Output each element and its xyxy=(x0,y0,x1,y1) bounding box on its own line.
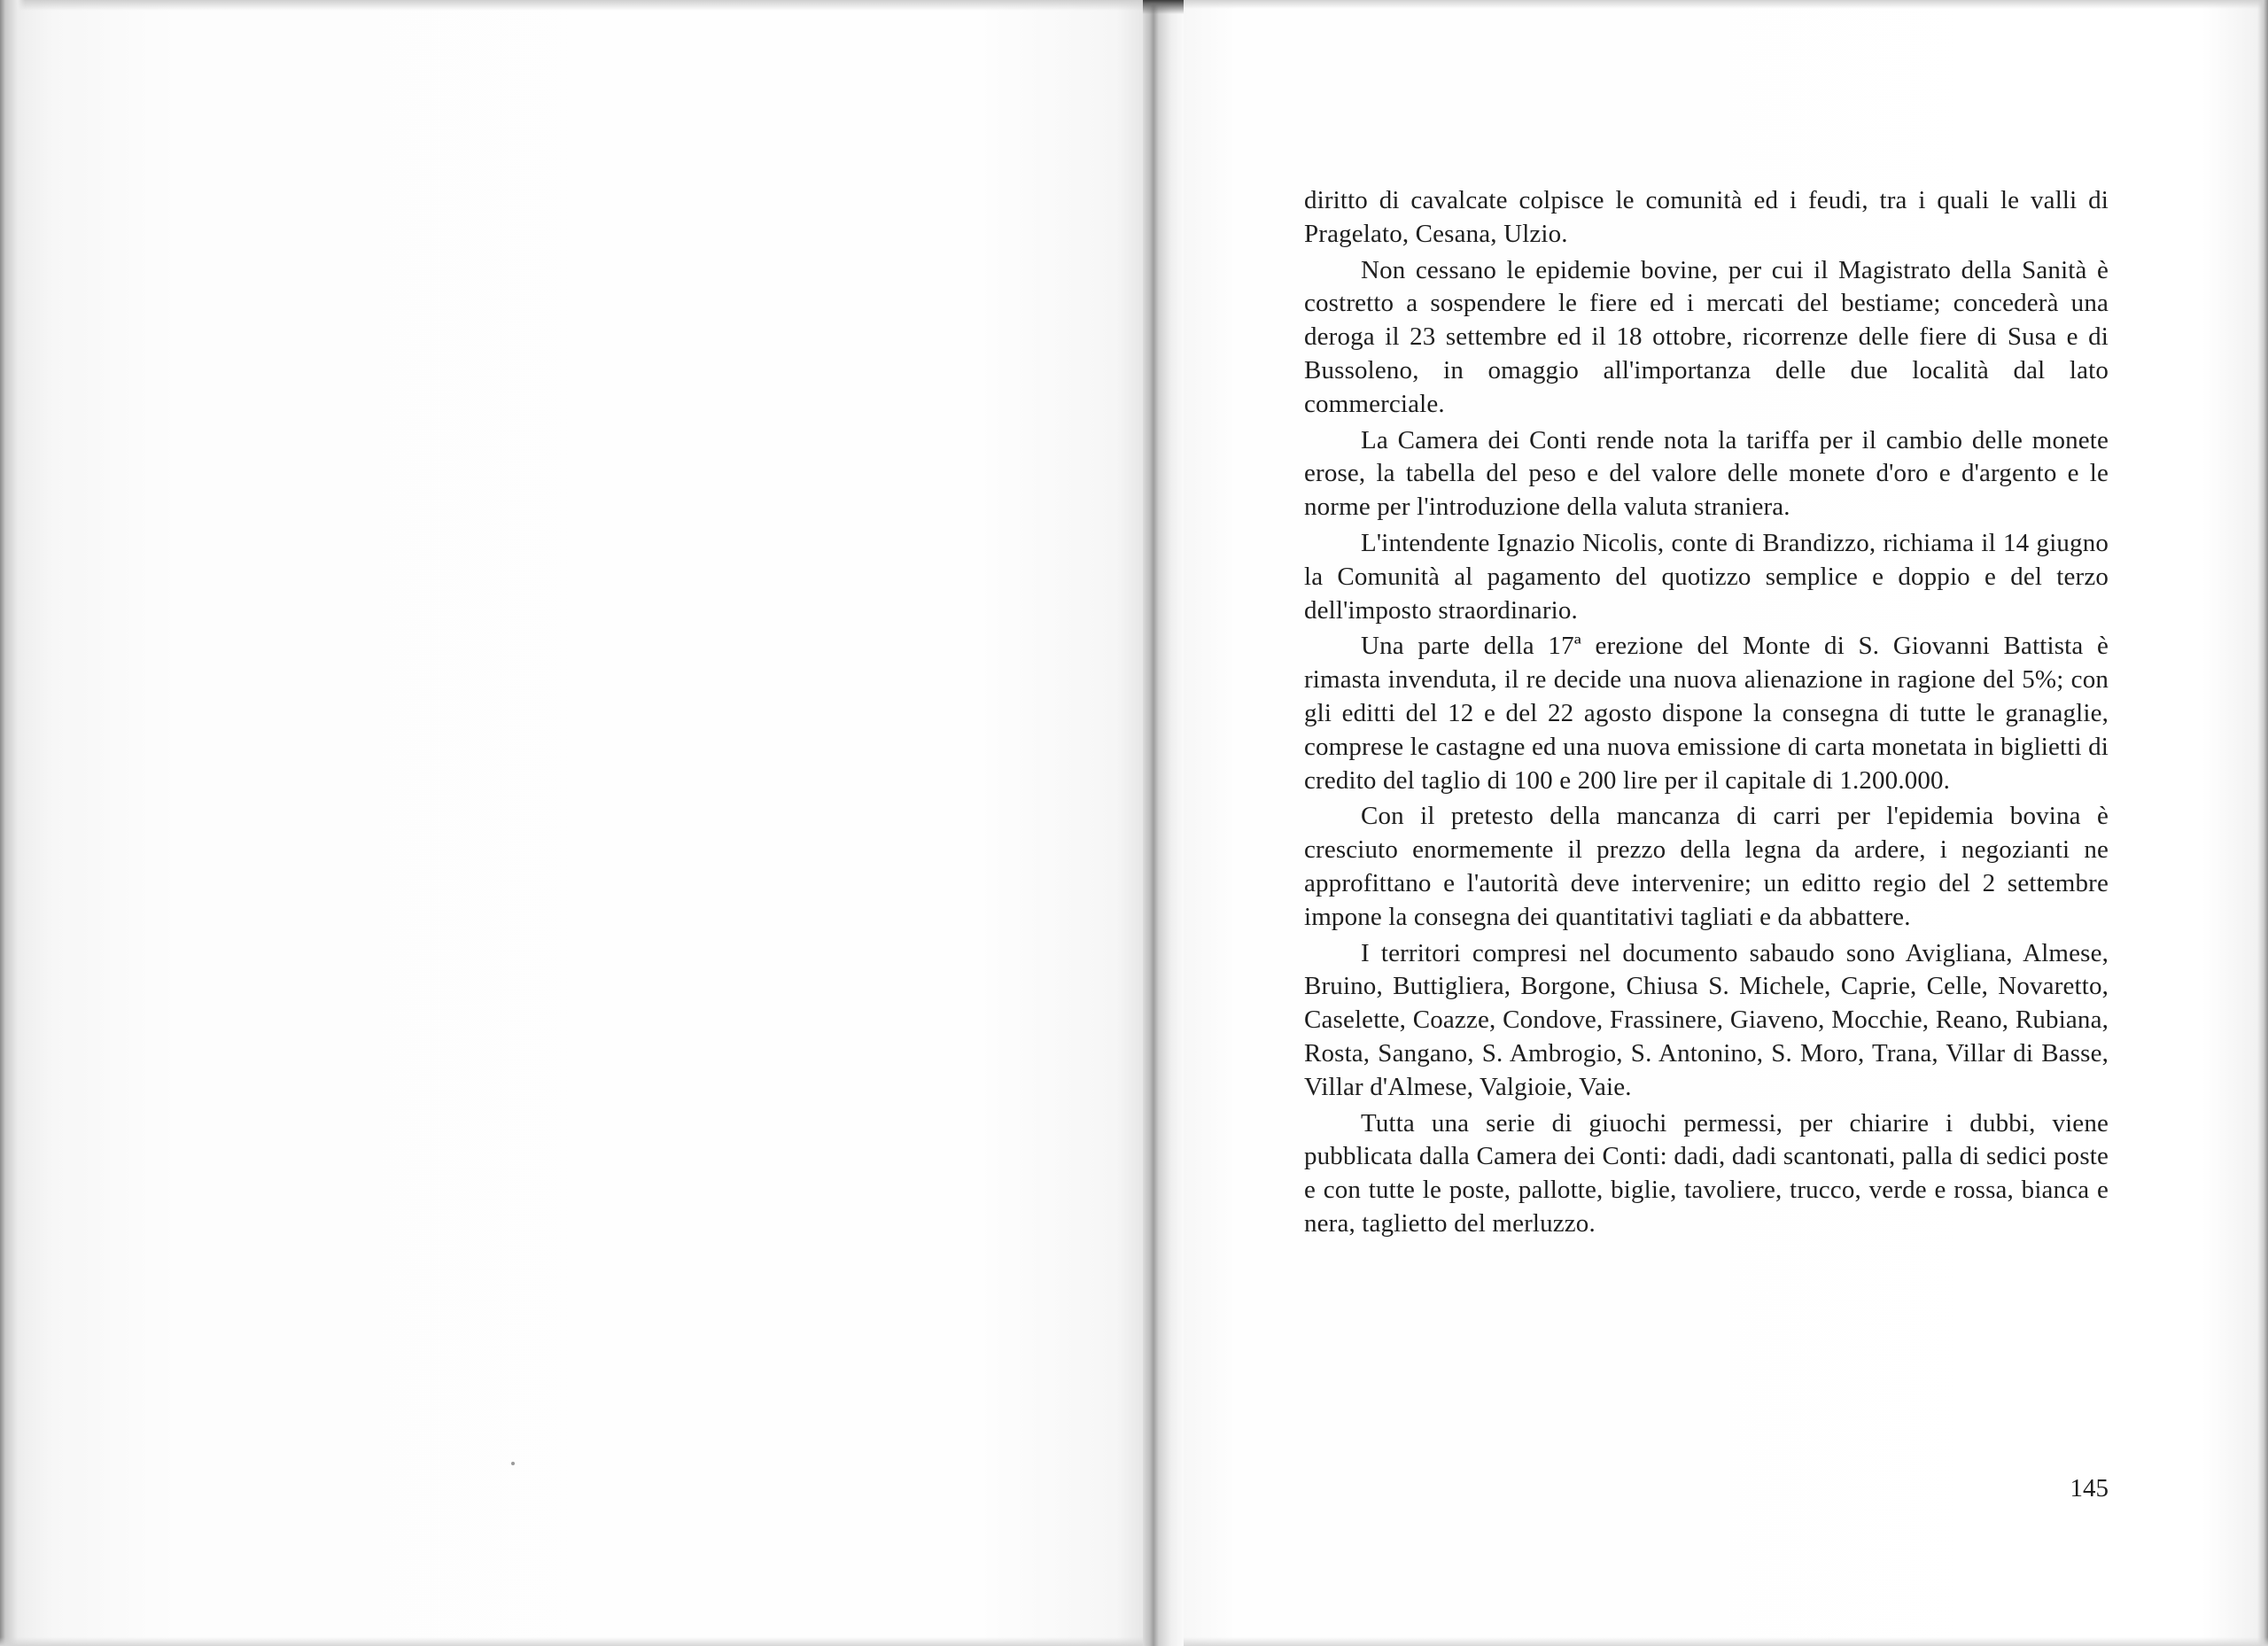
left-page-bottom-edge xyxy=(0,1637,1147,1646)
paragraph-cavalcate: diritto di cavalcate colpisce le comunità ed i feudi, tra i quali le valli di Pragelato, Cesana, Ulzio. xyxy=(1304,186,2109,248)
body-text xyxy=(1304,184,2109,1244)
paragraph-intendente-nicolis: L'intendente Ignazio Nicolis, conte di Brandizzo, richiama il 14 giugno la Comunità al pagamento del quotizzo semplice e doppio e del terzo dell'imposto straordinario. xyxy=(1304,528,2109,625)
book-gutter xyxy=(1143,0,1184,1646)
paragraph-giuochi-permessi: Tutta una serie di giuochi permessi, per chiarire i dubbi, viene pubblicata dalla Camera dei Conti: dadi, dadi scantonati, palla di sedici poste e con tutte le poste, pallotte, biglie, tavoliere, trucco, verde e rossa, bianca e nera, taglietto del merluzzo. xyxy=(1304,1108,2109,1238)
paragraph-epidemie-bovine: Non cessano le epidemie bovine, per cui il Magistrato della Sanità è costretto a sospendere le fiere ed i mercati del bestiame; concederà una deroga il 23 settembre ed il 18 ottobre, ricorrenze delle fiere di Susa e di Bussoleno, in omaggio all'importanza delle due località dal lato commerciale. xyxy=(1304,255,2109,418)
paragraph-camera-dei-conti-tariffa: La Camera dei Conti rende nota la tariffa per il cambio delle monete erose, la tabella del peso e del valore delle monete d'oro e d'argento e le norme per l'introduzione della valuta straniera. xyxy=(1304,425,2109,522)
left-page-outer-edge xyxy=(0,0,25,1646)
right-page-outer-edge xyxy=(2257,0,2268,1646)
right-page-top-edge xyxy=(1184,0,2268,9)
paragraph-monte-san-giovanni: Una parte della 17ª erezione del Monte di S. Giovanni Battista è rimasta invenduta, il re decide una nuova alienazione in ragione del 5%; con gli editti del 12 e del 22 agosto dispone la consegna di tutte le granaglie, comprese le castagne ed una nuova emissione di carta monetata in biglietti di credito del taglio di 100 e 200 lire per il capitale di 1.200.000. xyxy=(1304,632,2109,795)
left-page-top-edge xyxy=(0,0,1147,11)
page-number: 145 xyxy=(2070,1474,2109,1502)
paper-speck xyxy=(511,1462,515,1465)
right-page xyxy=(1184,0,2268,1646)
right-page-bottom-edge xyxy=(1184,1637,2268,1646)
paragraph-territori: I territori compresi nel documento sabaudo sono Avigliana, Almese, Bruino, Buttigliera, Borgone, Chiusa S. Michele, Caprie, Celle, Novaretto, Caselette, Coazze, Condove, Frassinere, Giaveno, Mocchie, Reano, Rubiana, Rosta, Sangano, S. Ambrogio, S. Antonino, S. Moro, Trana, Villar di Basse, Villar d'Almese, Valgioie, Vaie. xyxy=(1304,938,2109,1101)
paragraph-legna-da-ardere: Con il pretesto della mancanza di carri per l'epidemia bovina è cresciuto enormemente il prezzo della legna da ardere, i negozianti ne approfittano e l'autorità deve intervenire; un editto regio del 2 settembre impone la consegna dei quantitativi tagliati e da abbattere. xyxy=(1304,802,2109,931)
